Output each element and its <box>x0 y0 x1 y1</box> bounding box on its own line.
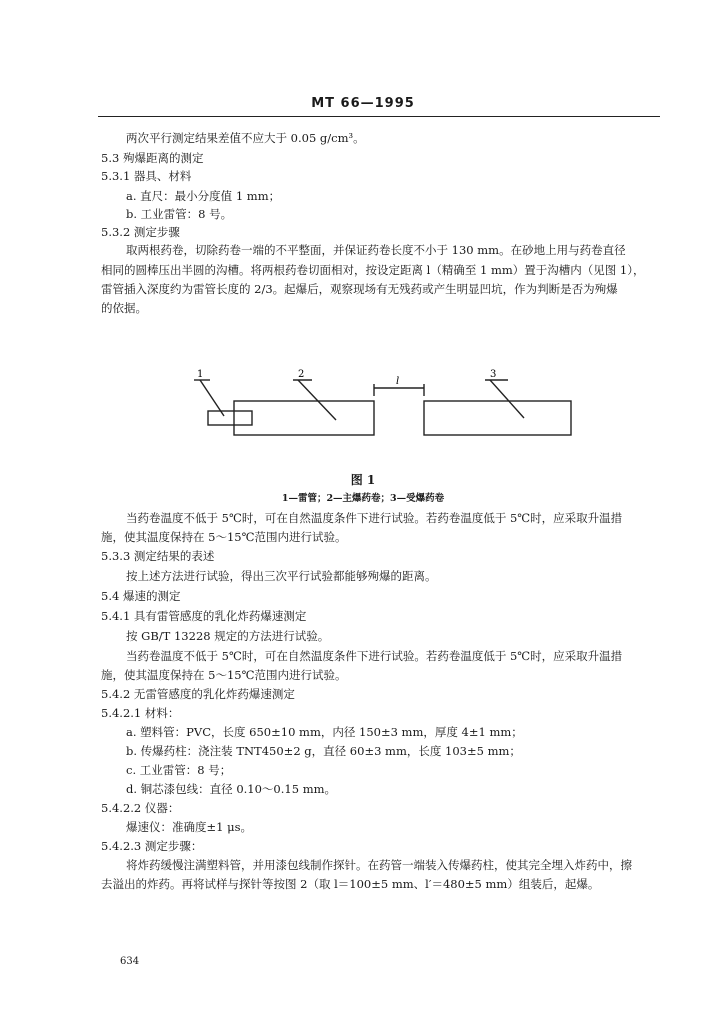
label-1: 1 <box>197 369 204 380</box>
list-item: c. 工业雷管：8 号； <box>126 763 232 777</box>
section-heading: 5.4.2.1 材料： <box>101 706 180 720</box>
text-line: 爆速仪：准确度±1 μs。 <box>126 820 252 834</box>
section-heading: 5.3 殉爆距离的测定 <box>101 151 204 165</box>
text-line: 两次平行测定结果差值不应大于 0.05 g/cm³。 <box>126 131 365 145</box>
text-line: 去溢出的炸药。再将试样与探针等按图 2（取 l＝100±5 mm、l′＝480±5 mm）组装后，起爆。 <box>101 877 600 891</box>
figure-title: 图 1 <box>350 473 376 487</box>
section-heading: 5.4.2.2 仪器： <box>101 801 180 815</box>
label-3: 3 <box>490 369 497 380</box>
text-line: 按上述方法进行试验，得出三次平行试验都能够殉爆的距离。 <box>126 569 437 583</box>
section-heading: 5.4.2 无雷管感度的乳化炸药爆速测定 <box>101 687 295 701</box>
text-line: 相同的圆棒压出半圆的沟槽。将两根药卷切面相对，按设定距离 l（精确至 1 mm）置于沟槽内（见图 1）， <box>101 263 645 277</box>
section-heading: 5.3.1 器具、材料 <box>101 169 192 183</box>
detonator-shape <box>208 411 252 425</box>
list-item: d. 铜芯漆包线：直径 0.10～0.15 mm。 <box>126 782 337 796</box>
section-heading: 5.3.2 测定步骤 <box>101 225 180 239</box>
text-line: 取两根药卷，切除药卷一端的不平整面，并保证药卷长度不小于 130 mm。在砂地上用与药卷直径 <box>126 243 626 257</box>
text-line: 施，使其温度保持在 5～15℃范围内进行试验。 <box>101 668 347 682</box>
page-number: 634 <box>120 956 140 967</box>
section-heading: 5.4 爆速的测定 <box>101 589 181 603</box>
figure-caption: 1—雷管；2—主爆药卷；3—受爆药卷 <box>281 493 445 504</box>
text-line: 当药卷温度不低于 5℃时，可在自然温度条件下进行试验。若药卷温度低于 5℃时，应采取升温措 <box>126 649 623 663</box>
text-line: 按 GB/T 13228 规定的方法进行试验。 <box>126 629 330 643</box>
page-header: MT 66—1995 <box>311 96 415 111</box>
list-item: a. 塑料管：PVC，长度 650±10 mm，内径 150±3 mm，厚度 4±1 mm； <box>126 725 523 739</box>
text-line: 施，使其温度保持在 5～15℃范围内进行试验。 <box>101 530 347 544</box>
section-heading: 5.4.1 具有雷管感度的乳化炸药爆速测定 <box>101 609 307 623</box>
receptor-cartridge-shape <box>424 401 571 435</box>
section-heading: 5.3.3 测定结果的表述 <box>101 549 215 563</box>
text-line: 雷管插入深度约为雷管长度的 2/3。起爆后，观察现场有无残药或产生明显凹坑，作为判断是否为殉爆 <box>101 282 618 296</box>
distance-label: l <box>396 376 400 387</box>
list-item: b. 传爆药柱：浇注装 TNT450±2 g，直径 60±3 mm，长度 103±5 mm； <box>126 744 521 758</box>
label-2: 2 <box>298 369 305 380</box>
donor-cartridge-shape <box>234 401 374 435</box>
text-line: 的依据。 <box>101 301 147 315</box>
section-heading: 5.4.2.3 测定步骤： <box>101 839 203 853</box>
list-item: a. 直尺：最小分度值 1 mm； <box>126 189 281 203</box>
text-line: 当药卷温度不低于 5℃时，可在自然温度条件下进行试验。若药卷温度低于 5℃时，应采取升温措 <box>126 511 623 525</box>
list-item: b. 工业雷管：8 号。 <box>126 207 233 221</box>
text-line: 将炸药缓慢注满塑料管，并用漆包线制作探针。在药管一端装入传爆药柱，使其完全埋入炸药中，擦 <box>126 858 632 872</box>
